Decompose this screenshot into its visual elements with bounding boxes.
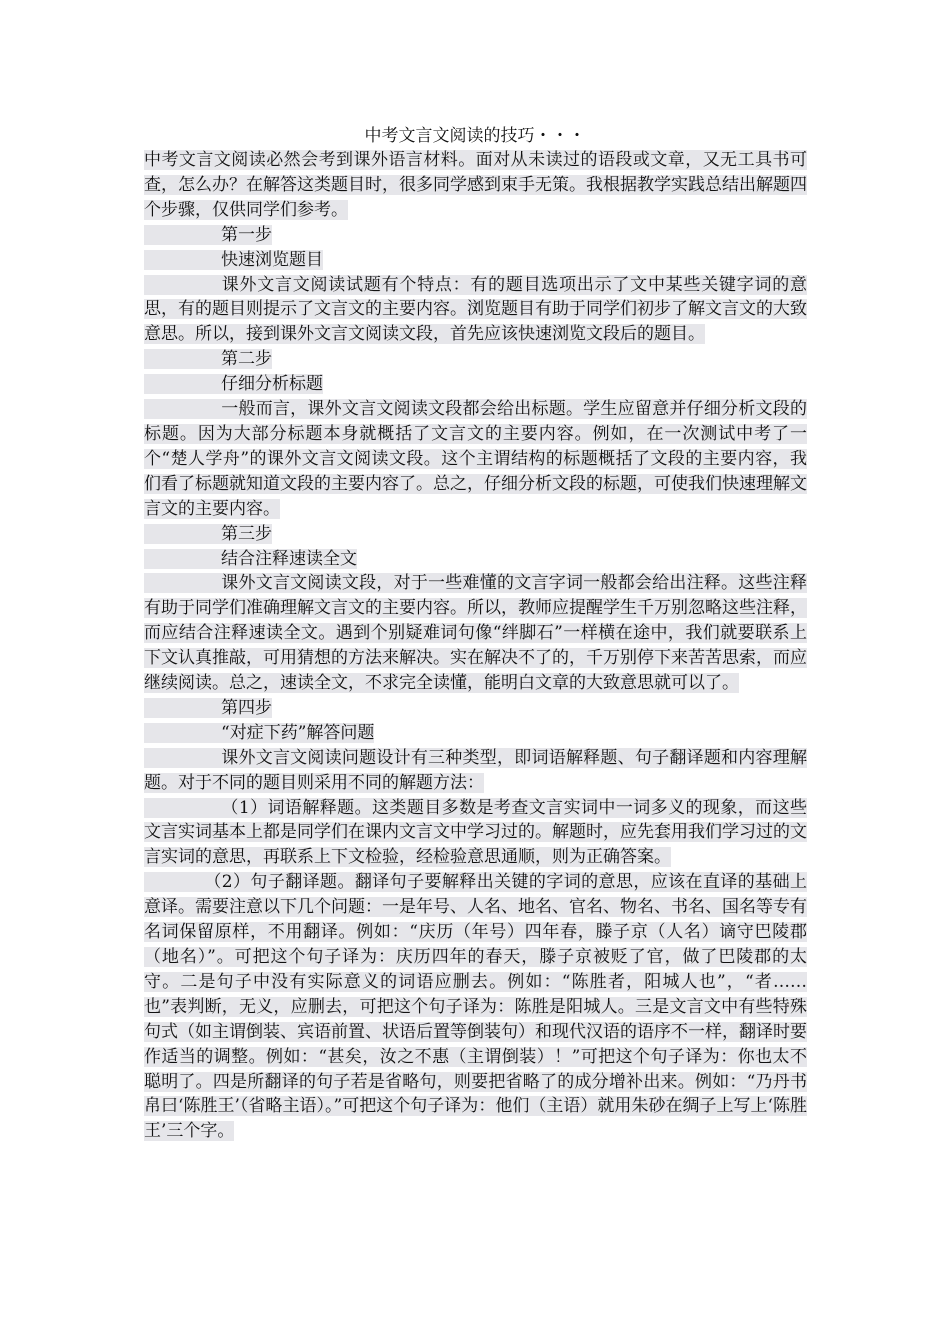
step3-title-text: 结合注释速读全文 <box>221 548 357 569</box>
step1-title-text: 快速浏览题目 <box>221 249 323 270</box>
step4-head-text: 第四步 <box>221 697 272 718</box>
step1-head-text: 第一步 <box>221 224 272 245</box>
intro-text: 中考文言文阅读必然会考到课外语言材料。面对从未读过的语段或文章，又无工具书可查，怎么办？在解答这类题目时，很多同学感到束手无策。我根据教学实践总结出解题四个步骤，仅供同学们参考。 <box>144 150 807 220</box>
step2-title-text: 仔细分析标题 <box>221 374 323 395</box>
step3-subheading <box>144 547 807 572</box>
step1-paragraph <box>144 273 807 348</box>
step3-paragraph <box>144 571 807 696</box>
step1-heading <box>144 223 807 248</box>
step2-paragraph <box>144 397 807 522</box>
item2-text: （2）句子翻译题。翻译句子要解释出关键的字词的意思，应该在直译的基础上意译。需要注意以下几个问题：一是年号、人名、地名、官名、物名、书名、国名等专有名词保留原样，不用翻译。例如：“庆历（年号）四年春，滕子京（人名）谪守巴陵郡（地名）”。可把这个句子译为：庆历四年的春天，滕子京被贬了官，做了巴陵郡的太守。二是句子中没有实际意义的词语应删去。例如：“陈胜者，阳城人也”，“者……也”表判断，无义，应删去，可把这个句子译为：陈胜是阳城人。三是文言文中有些特殊句式（如主谓倒装、宾语前置、状语后置等倒装句）和现代汉语的语序不一样，翻译时要作适当的调整。例如：“甚矣，汝之不惠（主谓倒装）！”可把这个句子译为：你也太不聪明了。四是所翻译的句子若是省略句，则要把省略了的成分增补出来。例如：“乃丹书帛曰‘陈胜王’（省略主语）。”可把这个句子译为：他们（主语）就用朱砂在绸子上写上‘陈胜王’三个字。 <box>144 872 807 1142</box>
step4-paragraph <box>144 746 807 796</box>
step1-body-text: 课外文言文阅读试题有个特点：有的题目选项出示了文中某些关键字词的意思，有的题目则提示了文言文的主要内容。浏览题目有助于同学们初步了解文言文的大致意思。所以，接到课外文言文阅读文段，首先应该快速浏览文段后的题目。 <box>144 274 807 345</box>
step1-subheading <box>144 248 807 273</box>
step3-heading <box>144 522 807 547</box>
intro-paragraph <box>144 148 807 223</box>
step4-heading <box>144 696 807 721</box>
document-body <box>144 148 807 1144</box>
step3-body-text: 课外文言文阅读文段，对于一些难懂的文言字词一般都会给出注释。这些注释有助于同学们准确理解文言文的主要内容。所以，教师应提醒学生千万别忽略这些注释，而应结合注释速读全文。遇到个别疑难词句像“绊脚石”一样横在途中，我们就要联系上下文认真推敲，可用猜想的方法来解决。实在解决不了的，千万别停下来苦苦思索，而应继续阅读。总之，速读全文，不求完全读懂，能明白文章的大致意思就可以了。 <box>144 573 807 694</box>
step2-heading <box>144 347 807 372</box>
step3-head-text: 第三步 <box>221 523 272 544</box>
item1-paragraph <box>144 796 807 871</box>
step2-body-text: 一般而言，课外文言文阅读文段都会给出标题。学生应留意并仔细分析文段的标题。因为大部分标题本身就概括了文言文的主要内容。例如，在一次测试中考了一个“楚人学舟”的课外文言文阅读文段。这个主谓结构的标题概括了文段的主要内容，我们看了标题就知道文段的主要内容了。总之，仔细分析文段的标题，可使我们快速理解文言文的主要内容。 <box>144 399 807 519</box>
document-title: 中考文言文阅读的技巧・・・ <box>364 126 586 146</box>
item2-paragraph <box>144 870 807 1144</box>
step2-head-text: 第二步 <box>221 349 272 370</box>
step4-body-text: 课外文言文阅读问题设计有三种类型，即词语解释题、句子翻译题和内容理解题。对于不同的题目则采用不同的解题方法： <box>144 747 807 793</box>
item1-text: （1）词语解释题。这类题目多数是考查文言实词中一词多义的现象，而这些文言实词基本上都是同学们在课内文言文中学习过的。解题时，应先套用我们学习过的文言实词的意思，再联系上下文检验，经检验意思通顺，则为正确答案。 <box>144 797 807 868</box>
step4-subheading <box>144 721 807 746</box>
step2-subheading <box>144 372 807 397</box>
step4-title-text: “对症下药”解答问题 <box>221 722 375 743</box>
